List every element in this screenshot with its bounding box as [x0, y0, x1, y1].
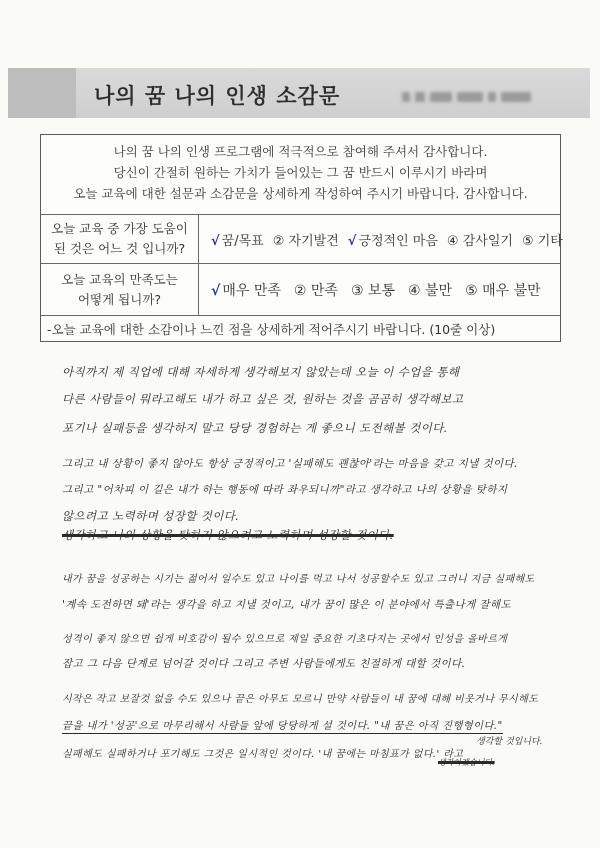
- q1-option-other[interactable]: ⑤ 기타: [521, 233, 563, 249]
- essay-line-2: 다른 사람들이 뭐라고해도 내가 하고 싶은 것, 원하는 것을 곰곰히 생각해보고: [62, 392, 464, 406]
- essay-struck-ending: 생각하겠습니다.: [438, 758, 495, 767]
- essay-prompt: -오늘 교육에 대한 소감이나 느낀 점을 상세하게 적어주시기 바랍니다. (10줄 이상): [47, 322, 496, 337]
- essay-line-8: '계속 도전하면 돼'라는 생각을 하고 지낼 것이고, 내가 꿈이 많은 이 분야에서 특출나게 잘해도: [62, 599, 511, 611]
- essay-line-7: 내가 꿈을 성공하는 시기는 젊어서 일수도 있고 나이를 먹고 나서 성공할수도 있고 그러니 지금 실패해도: [62, 574, 535, 585]
- question-1-line-1: 오늘 교육 중 가장 도움이: [51, 221, 188, 236]
- essay-line-6: 않으려고 노력하며 성장할 것이다.: [62, 509, 240, 523]
- page-title: 나의 꿈 나의 인생 소감문: [94, 84, 341, 108]
- intro-line-2: 당신이 간절히 원하는 가치가 들어있는 그 꿈 반드시 이루시기 바라며: [113, 165, 488, 180]
- q2-option-neutral[interactable]: ③ 보통: [350, 282, 396, 299]
- essay-line-3: 포기나 실패등을 생각하지 말고 당당 경험하는 게 좋으니 도전해볼 것이다.: [62, 421, 448, 435]
- q1-option-self-discovery[interactable]: ② 자기발견: [272, 233, 339, 249]
- essay-line-9: 성격이 좋지 않으면 쉽게 비호감이 될수 있으므로 제일 중요한 기초다지는 곳에서 인성을 올바르게: [62, 634, 508, 645]
- question-1-line-2: 된 것은 어느 것 입니까?: [53, 241, 186, 256]
- essay-line-4: 그리고 내 상황이 좋지 않아도 항상 긍정적이고 '실패해도 괜찮아'라는 마음을 갖고 지낼 것이다.: [62, 458, 518, 470]
- q1-option-positive-mind[interactable]: √ 긍정적인 마음: [347, 233, 438, 249]
- q1-option-dream-goal[interactable]: √ 꿈/목표: [211, 233, 264, 249]
- checkmark-icon: √: [211, 282, 221, 299]
- q2-option-satisfied[interactable]: ② 만족: [293, 282, 338, 299]
- essay-line-5: 그리고 "어차피 이 길은 내가 하는 행동에 따라 좌우되니까"라고 생각하고 나의 상황을 탓하지: [62, 484, 508, 496]
- essay-line-struck: 생각하고 나의 상황을 탓하지 않으려고 노력하며 성장할 것이다.: [62, 528, 394, 542]
- q2-option-very-satisfied[interactable]: √ 매우 만족: [211, 282, 281, 299]
- q1-option-gratitude-diary[interactable]: ④ 감사일기: [446, 233, 513, 249]
- question-2-line-2: 어떻게 됩니까?: [77, 291, 162, 307]
- essay-line-11: 시작은 작고 보잘것 없을 수도 있으나 끝은 아무도 모르니 만약 사람들이 내 꿈에 대해 비웃거나 무시해도: [62, 694, 539, 705]
- q2-option-very-dissatisfied[interactable]: ⑤ 매우 불만: [465, 282, 541, 299]
- essay-line-1: 아직까지 제 직업에 대해 자세하게 생각해보지 않았는데 오늘 이 수업을 통해: [62, 365, 460, 379]
- checkmark-icon: √: [211, 233, 220, 249]
- essay-line-10: 잡고 그 다음 단계로 넘어갈 것이다 그리고 주변 사람들에게도 친절하게 대할 것이다.: [62, 658, 466, 670]
- question-2-line-1: 오늘 교육의 만족도는: [61, 271, 178, 287]
- essay-line-12: 끝을 내가 '성공'으로 마무리해서 사람들 앞에 당당하게 설 것이다. "내 꿈은 아직 진행형이다.": [62, 720, 503, 732]
- essay-insertion: 생각할 것입니다.: [476, 737, 543, 747]
- checkmark-icon: √: [347, 233, 357, 249]
- essay-line-13: 실패해도 실패하거나 포기해도 그것은 일시적인 것이다. '내 꿈에는 마침표가 없다.' 라고: [62, 749, 464, 760]
- q2-option-dissatisfied[interactable]: ④ 불만: [408, 282, 453, 299]
- intro-line-3: 오늘 교육에 대한 설문과 소감문을 상세하게 작성하여 주시기 바랍니다. 감사합니다.: [73, 186, 528, 201]
- intro-line-1: 나의 꿈 나의 인생 프로그램에 적극적으로 참여해 주셔서 감사합니다.: [113, 144, 488, 159]
